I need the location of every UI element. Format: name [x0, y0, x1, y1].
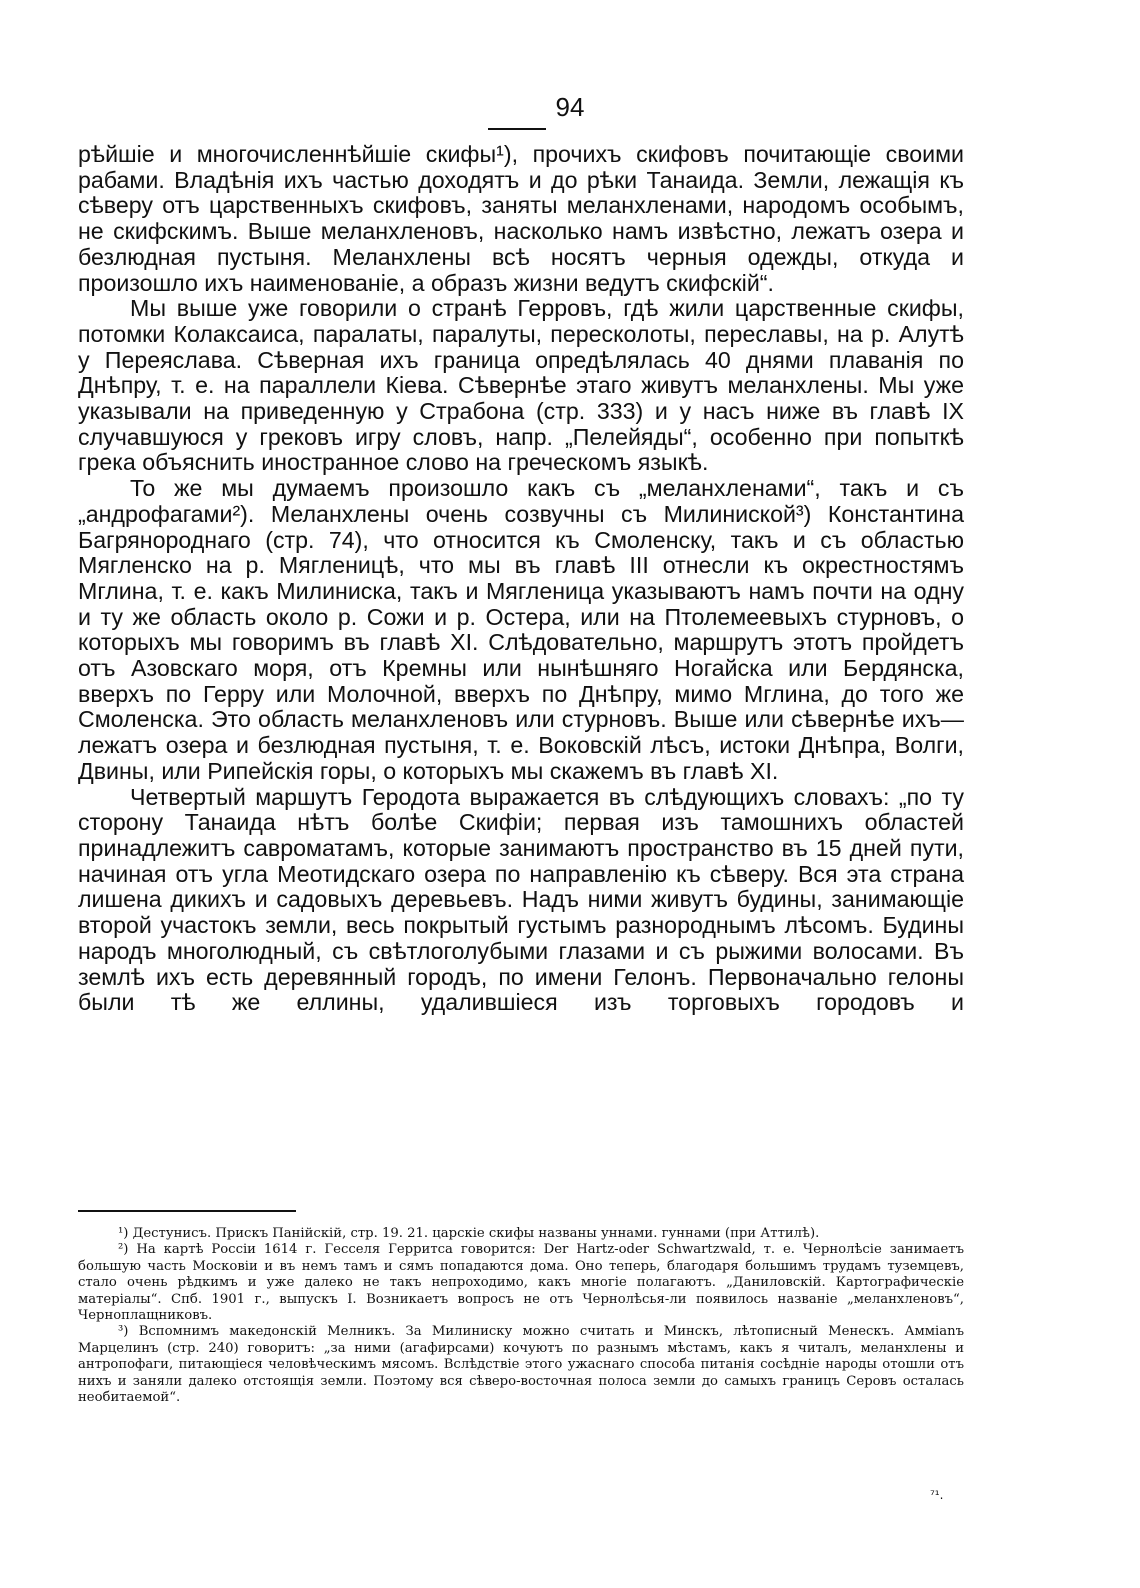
footnote-separator: [78, 1210, 296, 1212]
paragraph-3: То же мы думаемъ произошло какъ съ „меланхленами“, такъ и съ „андрофагами²). Меланхлены очень созвучны съ Милиниской³) Константина Багрянороднаго (стр. 74), что относится къ Смоленску, такъ и съ областью Мягленско на р. Мягленицѣ, что мы въ главѣ III отнесли къ окрестностямъ Мглина, т. е. какъ Милиниска, такъ и Мягленица указываютъ намъ почти на одну и ту же область около р. Сожи и р. Остера, или на Птолемеевыхъ стурновъ, о которыхъ мы говоримъ въ главѣ XI. Слѣдовательно, маршрутъ этотъ пройдетъ отъ Азовскаго моря, отъ Кремны или нынѣшняго Ногайска или Бердянска, вверхъ по Герру или Молочной, вверхъ по Днѣпру, мимо Мглина, до того же Смоленска. Это область меланхленовъ или стурновъ. Выше или сѣвернѣе ихъ—лежатъ озера и безлюдная пустыня, т. е. Воковскій лѣсъ, истоки Днѣпра, Волги, Двины, или Рипейскія горы, о которыхъ мы скажемъ въ главѣ XI.: [78, 475, 964, 784]
paragraph-2: Мы выше уже говорили о странѣ Герровъ, гдѣ жили царственные скифы, потомки Колаксаиса, паралаты, паралуты, пересколоты, переславы, на р. Алутѣ у Переяслава. Сѣверная ихъ граница опредѣлялась 40 днями плаванія по Днѣпру, т. е. на параллели Кіева. Сѣвернѣе этаго живутъ меланхлены. Мы уже указывали на приведенную у Страбона (стр. 333) и у насъ ниже въ главѣ IX случавшуюся у грековъ игру словъ, напр. „Пелейяды“, особенно при попыткѣ грека объяснить иностранное слово на греческомъ языкѣ.: [78, 295, 964, 476]
paragraph-1: рѣйшіе и многочисленнѣйшіе скифы¹), прочихъ скифовъ почитающіе своими рабами. Владѣнія ихъ частью доходятъ и до рѣки Танаида. Земли, лежащія къ сѣверу отъ царственныхъ скифовъ, заняты меланхленами, народомъ особымъ, не скифскимъ. Выше меланхленовъ, насколько намъ извѣстно, лежатъ озера и безлюдная пустыня. Меланхлены всѣ носятъ черныя одежды, откуда и произошло ихъ наименованіе, а образъ жизни ведутъ скифскій“.: [78, 141, 964, 296]
footnotes: [78, 1226, 964, 1406]
page-number-rule: [488, 128, 546, 130]
paragraph-4: Четвертый маршутъ Геродота выражается въ слѣдующихъ словахъ: „по ту сторону Танаида нѣтъ болѣе Скифіи; первая изъ тамошнихъ областей принадлежитъ савроматамъ, которые занимаютъ пространство въ 15 дней пути, начиная отъ угла Меотидскаго озера по направленію къ сѣверу. Вся эта страна лишена дикихъ и садовыхъ деревьевъ. Надъ ними живутъ будины, занимающіе второй участокъ земли, весь покрытый густымъ разнороднымъ лѣсомъ. Будины народъ многолюдный, съ свѣтлоголубыми глазами и съ рыжими волосами. Въ землѣ ихъ есть деревянный городъ, по имени Гелонъ. Первоначально гелоны были тѣ же еллины, удалившіеся изъ торговыхъ городовъ и: [78, 783, 964, 1016]
corner-mark: ⁷¹.: [930, 1488, 944, 1502]
body-text: [78, 142, 964, 1016]
footnote-3: ³) Вспомнимъ македонскій Мелникъ. За Милиниску можно считать и Минскъ, лѣтописный Менескъ. Аммianъ Марцелинъ (стр. 240) говоритъ: „за ними (агафирсами) кочуютъ по разнымъ мѣстамъ, какъ я читалъ, меланхлены и антропофаги, питающіеся человѣческимъ мясомъ. Вслѣдствіе этого ужаснаго способа питанія сосѣдніе народы отошли отъ нихъ и заняли далеко отстоящія земли. Поэтому вся сѣверо-восточная полоса земли до самыхъ границъ Серовъ осталась необитаемой“.: [78, 1324, 964, 1406]
page-number: 94: [555, 92, 585, 122]
footnote-2: ²) На картѣ Россіи 1614 г. Гесселя Герритса говорится: Der Hartz-oder Schwartzwald, т. е. Чернолѣсіе занимаетъ большую часть Московіи и въ немъ тамъ и сямъ попадаются дома. Оно теперь, благодаря большимъ трудамъ туземцевъ, стало очень рѣдкимъ и уже далеко не такъ непроходимо, какъ многіе полагаютъ. „Даниловскій. Картографическіе матеріалы“. Спб. 1901 г., выпускъ I. Возникаетъ вопросъ не отъ Чернолѣсья-ли появилось названіе „меланхленовъ“, Черноплащниковъ.: [78, 1242, 964, 1324]
footnote-1: ¹) Дестунисъ. Прискъ Панійскій, стр. 19. 21. царскіе скифы названы уннами. гуннами (при Аттилѣ).: [118, 1226, 820, 1241]
